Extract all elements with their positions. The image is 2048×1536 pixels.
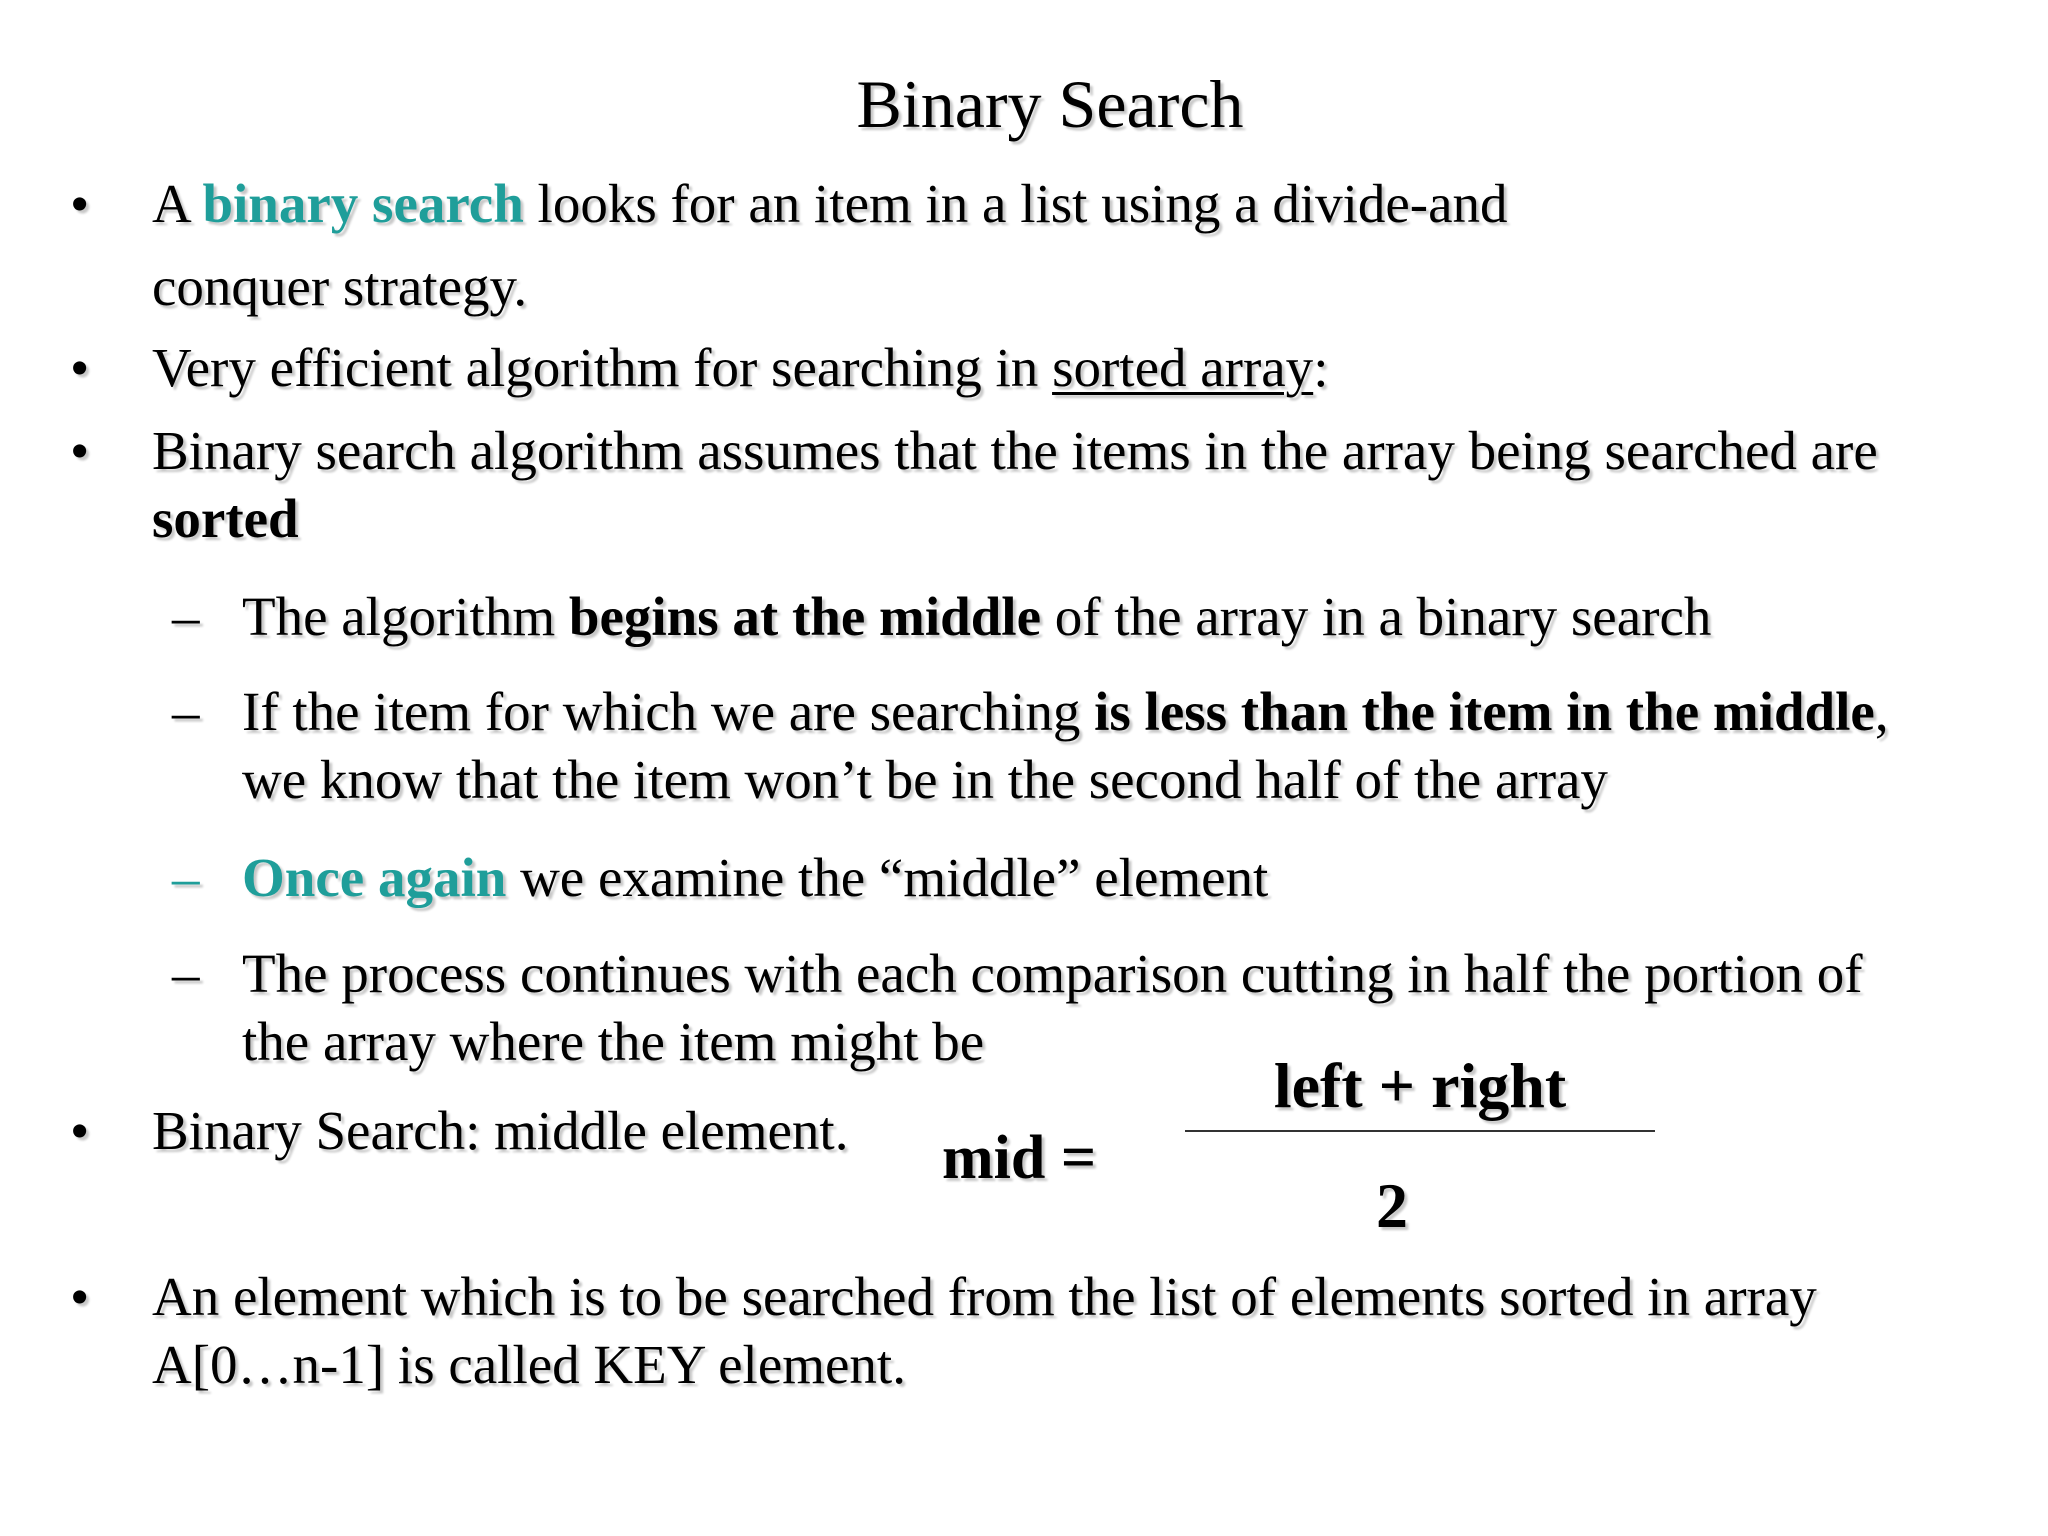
bullet-text: , <box>1874 681 1889 742</box>
bullet-text-line-2: the array where the item might be <box>242 1011 985 1072</box>
dash-marker: – <box>172 943 200 1004</box>
bullet-binary-search-definition <box>152 170 2002 321</box>
bullet-text: The algorithm <box>242 586 569 647</box>
bullet-text-line-2: A[0…n-1] is called KEY element. <box>152 1334 906 1395</box>
bullet-marker: • <box>70 1266 90 1327</box>
subbullet-begins-middle <box>242 583 2002 651</box>
bold-term: sorted <box>152 488 299 549</box>
bullet-text: we examine the “middle” element <box>506 847 1269 908</box>
bullet-assumes-sorted <box>152 417 1982 553</box>
bullet-text: A <box>152 173 203 234</box>
bold-term: begins at the middle <box>568 586 1041 647</box>
fraction-bar <box>1185 1130 1655 1132</box>
bullet-text-line-2: we know that the item won’t be in the second half of the array <box>242 749 1608 810</box>
subbullet-once-again <box>242 844 2002 912</box>
subbullet-process-continues <box>242 940 1984 1076</box>
bullet-text: of the array in a binary search <box>1040 586 1712 647</box>
highlight-term: binary search <box>202 173 524 234</box>
bullet-efficient-algorithm <box>152 334 2002 402</box>
highlight-term: Once again <box>242 847 507 908</box>
bullet-marker: • <box>70 173 90 234</box>
bullet-text: If the item for which we are searching <box>242 681 1095 742</box>
bullet-marker: • <box>70 337 90 398</box>
bullet-text: An element which is to be searched from the list of elements sorted in array <box>152 1266 1817 1327</box>
bold-term: is less than the item in the middle <box>1094 681 1875 742</box>
bullet-key-element <box>152 1263 2002 1399</box>
subbullet-less-than-middle <box>242 678 2002 814</box>
bullet-text: looks for an item in a list using a divide-and <box>523 173 1508 234</box>
dash-marker: – <box>172 847 200 908</box>
bullet-text: Binary search algorithm assumes that the items in the array being searched are <box>152 420 1878 481</box>
bullet-marker: • <box>70 420 90 481</box>
bullet-middle-element: Binary Search: middle element. <box>152 1100 849 1161</box>
bullet-text: : <box>1313 337 1329 398</box>
bullet-text-line-2: conquer strategy. <box>152 256 528 317</box>
formula-denominator: 2 <box>1376 1170 1408 1241</box>
bullet-text: The process continues with each comparison cutting in half the portion of <box>242 943 1863 1004</box>
bullet-marker: • <box>70 1100 90 1161</box>
formula-label: mid = <box>942 1124 1097 1192</box>
slide-title: Binary Search <box>856 66 1244 142</box>
dash-marker: – <box>172 586 200 647</box>
underlined-term: sorted array <box>1052 337 1314 398</box>
dash-marker: – <box>172 681 200 742</box>
formula-numerator: left + right <box>1273 1050 1567 1121</box>
bullet-text: Very efficient algorithm for searching in <box>152 337 1053 398</box>
